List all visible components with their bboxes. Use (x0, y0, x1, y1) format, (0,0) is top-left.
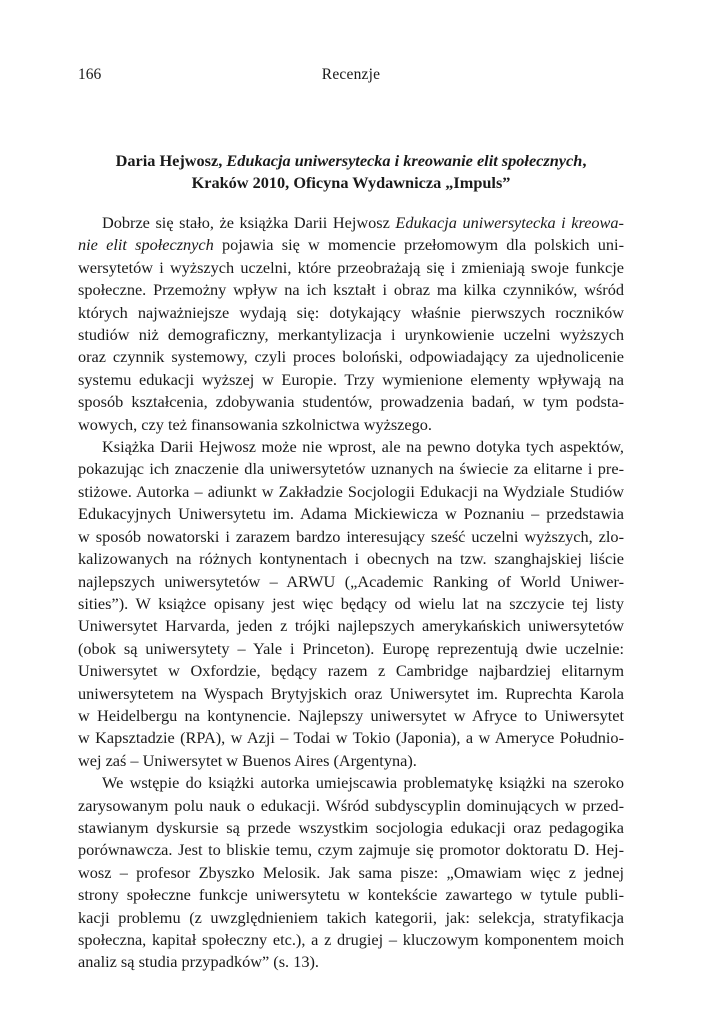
text-line (78, 257, 624, 279)
text-span: zarysowanym polu nauk o edukacji. Wśród subdyscyplin dominujących w przed- (78, 795, 624, 815)
text-line (78, 346, 624, 368)
text-span: Dobrze się stało, że książka Darii Hejwosz (102, 213, 396, 232)
text-span: wej zaś – Uniwersytet w Buenos Aires (Argentyna). (78, 750, 417, 770)
italic-title-span: nie elit społecznych (78, 235, 214, 255)
text-span: kalizowanych na różnych kontynentach i obecnych na tzw. szanghajskiej liście (78, 549, 624, 569)
text-line (78, 571, 624, 593)
text-span: Książka Darii Hejwosz może nie wprost, ale na pewno dotyka tych aspektów, (102, 437, 624, 457)
text-span: oraz czynnik systemowy, czyli proces boloński, odpowiadający za ujednolicenie (78, 347, 624, 367)
text-span: społeczne. Przemożny wpływ na ich kształt i obraz ma kilka czynników, wśród (78, 280, 624, 300)
text-span: porównawcza. Jest to bliskie temu, czym zajmuje się promotor doktoratu D. Hej- (78, 840, 624, 860)
book-title-comma: , (582, 151, 587, 170)
text-span: kacji problemu (z uwzględnieniem takich kategorii, jak: selekcja, stratyfikacja (78, 907, 624, 927)
text-line (78, 302, 624, 324)
text-span: w Heidelbergu na kontynencie. Najlepszy uniwersytet w Afryce to Uniwersytet (78, 705, 624, 725)
body-paragraph (78, 212, 624, 436)
page-number: 166 (78, 66, 102, 83)
text-line (78, 414, 624, 436)
text-span: pojawia się w momencie przełomowym dla polskich uni- (213, 235, 624, 255)
text-line (78, 391, 624, 413)
text-span: analiz są studia przypadków” (s. 13). (78, 952, 319, 972)
text-line (78, 683, 624, 705)
text-line (78, 369, 624, 391)
text-line (78, 212, 624, 234)
text-span: stiżowe. Autorka – adiunkt w Zakładzie Socjologii Edukacji na Wydziale Studiów (78, 481, 624, 501)
text-line (78, 324, 624, 346)
text-span: studiów niż demograficzny, merkantylizacja i urynkowienie uczelni wyższych (78, 325, 624, 345)
section-title: Recenzje (321, 66, 381, 83)
text-span: Edukacyjnych Uniwersytetu im. Adama Mickiewicza w Poznaniu – przedstawia (78, 504, 624, 524)
review-heading-line-1 (78, 150, 624, 172)
text-line (78, 862, 624, 884)
text-line (78, 458, 624, 480)
text-span: wowych, czy też finansowania szkolnictwa wyższego. (78, 414, 432, 434)
italic-title-span: Edukacja uniwersytecka i kreowa- (395, 213, 624, 232)
text-span: We wstępie do książki autorka umiejscawia problematykę książki na szeroko (102, 773, 624, 793)
text-line (78, 817, 624, 839)
text-line (78, 839, 624, 861)
text-line (78, 795, 624, 817)
body-paragraph (78, 436, 624, 772)
text-line (78, 660, 624, 682)
text-span: strony społeczne funkcje uniwersytetu w kontekście zawartego w tytule publi- (78, 885, 624, 905)
book-imprint: Kraków 2010, Oficyna Wydawnicza „Impuls” (191, 173, 511, 192)
text-span: stawianym dyskursie są przede wszystkim socjologia edukacji oraz pedagogika (78, 817, 624, 837)
running-head (78, 66, 624, 88)
text-span: społeczna, kapitał społeczny etc.), a z drugiej – kluczowym komponentem moich (78, 930, 624, 949)
text-line (78, 638, 624, 660)
text-span: pokazując ich znaczenie dla uniwersytetów uznanych na świecie za elitarne i pre- (78, 459, 624, 479)
text-line (78, 929, 624, 951)
book-author: Daria Hejwosz, (115, 151, 223, 170)
text-line (78, 593, 624, 615)
text-line (78, 727, 624, 749)
text-line (78, 548, 624, 570)
review-body (78, 212, 624, 974)
text-line (78, 436, 624, 458)
body-paragraph (78, 772, 624, 974)
text-line (78, 481, 624, 503)
text-span: Uniwersytet Harvarda, jeden z trójki najlepszych amerykańskich uniwersytetów (78, 616, 624, 636)
text-span: sities”). W książce opisany jest więc będący od wielu lat na szczycie tej listy (78, 593, 624, 613)
text-span: (obok są uniwersytety – Yale i Princeton). Europę reprezentują dwie uczelnie: (78, 638, 624, 658)
text-span: w Kapsztadzie (RPA), w Azji – Todai w Tokio (Japonia), a w Ameryce Południo- (78, 728, 624, 748)
review-heading (78, 150, 624, 194)
text-span: uniwersytetem na Wyspach Brytyjskich oraz Uniwersytet im. Ruprechta Karola (78, 683, 624, 703)
book-title: Edukacja uniwersytecka i kreowanie elit społecznych (226, 151, 583, 170)
text-line (78, 503, 624, 525)
text-line (78, 705, 624, 727)
text-span: wersytetów i wyższych uczelni, które przeobrażają się i zmieniają swoje funkcje (78, 257, 624, 277)
text-span: najlepszych uniwersytetów – ARWU („Academic Ranking of World Uniwer- (78, 571, 624, 591)
text-span: sposób kształcenia, zdobywania studentów, prowadzenia badań, w tym podsta- (78, 392, 624, 412)
text-span: w sposób nowatorski i zarazem bardzo interesujący sześć uczelni wyższych, zlo- (78, 526, 624, 546)
text-line (78, 526, 624, 548)
text-line (78, 884, 624, 906)
text-span: systemu edukacji wyższej w Europie. Trzy wymienione elementy wpływają na (78, 369, 624, 389)
text-line (78, 279, 624, 301)
text-line (78, 772, 624, 794)
text-line (78, 234, 624, 256)
text-span: Uniwersytet w Oxfordzie, będący razem z Cambridge najbardziej elitarnym (78, 661, 624, 681)
text-line (78, 750, 624, 772)
text-line (78, 907, 624, 929)
text-span: wosz – profesor Zbyszko Melosik. Jak sama pisze: „Omawiam więc z jednej (78, 862, 624, 882)
text-span: których najważniejsze wydają się: dotykający właśnie pierwszych roczników (78, 302, 624, 322)
text-line (78, 951, 624, 973)
text-line (78, 615, 624, 637)
